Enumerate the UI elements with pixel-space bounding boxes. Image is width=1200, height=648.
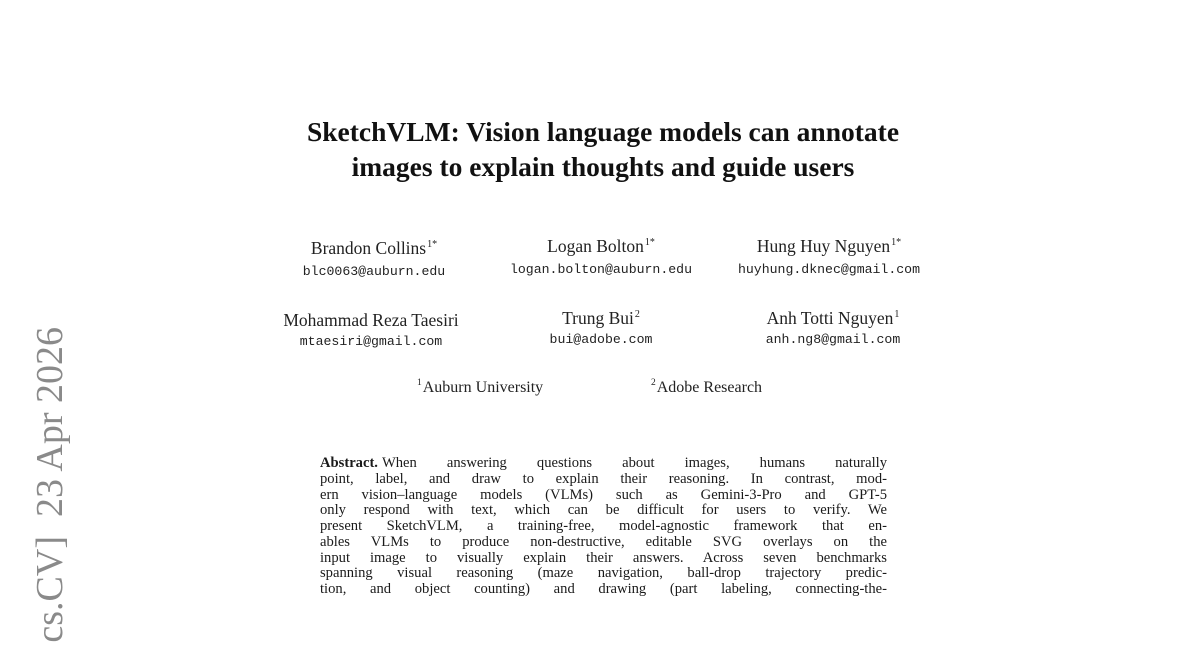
affiliation-mark: 1 <box>417 378 422 388</box>
author-block <box>699 236 959 278</box>
abstract-line: tion, and object counting) and drawing (part labeling, connecting-the- <box>320 581 887 597</box>
abstract-label: Abstract. <box>320 455 378 471</box>
author-affiliation-mark: 1* <box>891 237 902 248</box>
author-affiliation-mark: 1* <box>644 237 655 248</box>
author-block <box>471 236 731 278</box>
author-email[interactable]: bui@adobe.com <box>549 332 653 347</box>
arxiv-side-stamp: cs.CV] 23 Apr 2026 <box>29 327 71 643</box>
paper-title <box>200 114 1006 184</box>
affiliation-auburn: $^1$Auburn University <box>417 378 544 396</box>
author-name: Trung Bui$^2$ <box>562 308 640 328</box>
title-line-1: SketchVLM: Vision language models can annotate <box>306 116 900 147</box>
title-line-2: images to explain thoughts and guide users <box>351 151 855 182</box>
abstract <box>320 456 887 598</box>
author-affiliation-mark: 2 <box>634 309 640 320</box>
author-block <box>244 238 504 280</box>
abstract-line: present SketchVLM, a training-free, model-agnostic framework that en- <box>320 518 887 534</box>
author-email[interactable]: huyhung.dknec@gmail.com <box>737 262 921 277</box>
author-affiliation-mark: 1 <box>894 309 900 320</box>
author-block <box>703 308 963 348</box>
abstract-line: input image to visually explain their answers. Across seven benchmarks <box>320 549 887 566</box>
affiliation-mark: 2 <box>651 378 656 388</box>
abstract-line: ables VLMs to produce non-destructive, editable SVG overlays on the <box>320 533 887 550</box>
abstract-line: spanning visual reasoning (maze navigation, ball-drop trajectory predic- <box>320 565 887 582</box>
author-block <box>471 308 731 348</box>
author-email[interactable]: mtaesiri@gmail.com <box>299 334 443 349</box>
abstract-line: only respond with text, which can be difficult for users to verify. We <box>320 502 887 519</box>
author-name: Mohammad Reza Taesiri <box>283 310 459 330</box>
abstract-line: ern vision–language models (VLMs) such as Gemini-3-Pro and GPT-5 <box>320 486 887 503</box>
author-name: Logan Bolton$^{1*}$ <box>547 236 655 256</box>
abstract-line: Abstract. When answering questions about images, humans naturally <box>320 455 887 471</box>
abstract-line: point, label, and draw to explain their reasoning. In contrast, mod- <box>320 470 887 487</box>
author-affiliation-mark: 1* <box>427 239 438 250</box>
author-email[interactable]: blc0063@auburn.edu <box>302 264 446 279</box>
author-email[interactable]: anh.ng8@gmail.com <box>765 332 901 347</box>
author-name: Anh Totti Nguyen$^1$ <box>766 308 900 328</box>
author-email[interactable]: logan.bolton@auburn.edu <box>509 262 693 277</box>
author-name: Hung Huy Nguyen$^{1*}$ <box>756 236 902 256</box>
author-block <box>241 310 501 350</box>
affiliation-adobe: $^2$Adobe Research <box>651 378 763 396</box>
author-name: Brandon Collins$^{1*}$ <box>310 238 438 258</box>
